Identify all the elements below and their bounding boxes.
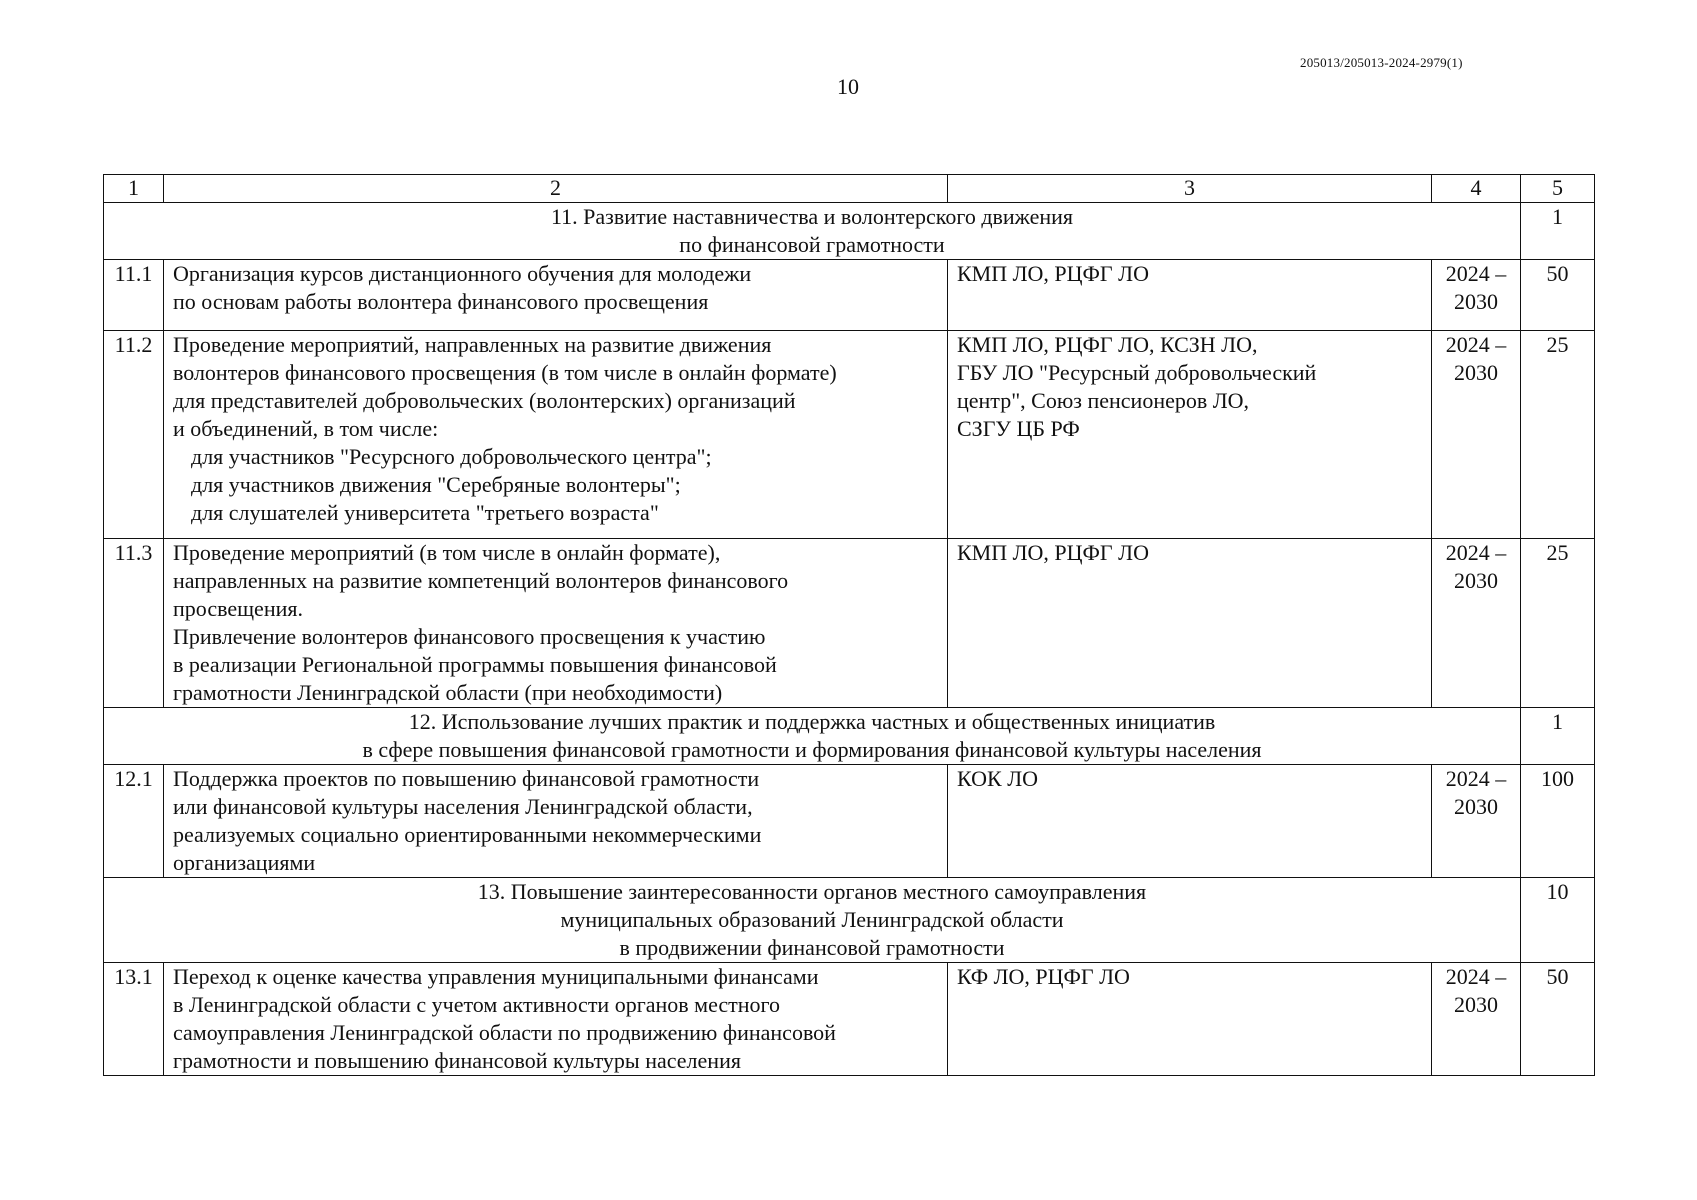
activity-line: для слушателей университета "третьего возраста" (191, 500, 659, 525)
executor-line: КОК ЛО (957, 766, 1038, 791)
years-line: 2030 (1454, 289, 1498, 314)
years-line: 2024 – (1445, 766, 1507, 791)
section-title (104, 203, 1521, 260)
executor-line: КМП ЛО, РЦФГ ЛО, КСЗН ЛО, (957, 332, 1258, 357)
section-weight: 1 (1521, 203, 1595, 260)
executor-line: центр", Союз пенсионеров ЛО, (957, 388, 1250, 413)
column-number-row (104, 175, 1595, 203)
years-line: 2030 (1454, 992, 1498, 1017)
column-number-5: 5 (1521, 175, 1595, 203)
column-number-3: 3 (948, 175, 1432, 203)
executor-line: КФ ЛО, РЦФГ ЛО (957, 964, 1130, 989)
activities-table (103, 174, 1595, 1076)
activity-line: грамотности и повышению финансовой культуры населения (173, 1048, 741, 1073)
section-title (104, 878, 1521, 963)
section-weight: 1 (1521, 708, 1595, 765)
activity-line: для участников движения "Серебряные волонтеры"; (191, 472, 681, 497)
weight-cell: 100 (1521, 765, 1595, 878)
section-title-line: в продвижении финансовой грамотности (619, 935, 1005, 960)
column-number-2: 2 (164, 175, 948, 203)
section-title-line: 13. Повышение заинтересованности органов местного самоуправления (477, 879, 1147, 904)
years-line: 2030 (1454, 360, 1498, 385)
activity-line: и объединений, в том числе: (173, 416, 439, 441)
section-header-row (104, 708, 1595, 765)
executor-line: КМП ЛО, РЦФГ ЛО (957, 540, 1149, 565)
activity-line: Переход к оценке качества управления муниципальными финансами (173, 964, 819, 989)
executor-line: ГБУ ЛО "Ресурсный добровольческий (957, 360, 1317, 385)
executors-cell (948, 260, 1432, 331)
section-weight: 10 (1521, 878, 1595, 963)
activity-line: грамотности Ленинградской области (при необходимости) (173, 680, 723, 705)
activity-line: Проведение мероприятий (в том числе в онлайн формате), (173, 540, 721, 565)
years-line: 2024 – (1445, 261, 1507, 286)
document-id: 205013/205013-2024-2979(1) (1300, 55, 1463, 70)
weight-cell: 50 (1521, 963, 1595, 1076)
activity-cell (164, 963, 948, 1076)
activity-line: организациями (173, 850, 316, 875)
activity-line: Привлечение волонтеров финансового просвещения к участию (173, 624, 766, 649)
weight-cell: 25 (1521, 331, 1595, 539)
activity-cell (164, 260, 948, 331)
years-line: 2030 (1454, 794, 1498, 819)
executors-cell (948, 539, 1432, 708)
activity-line: для представителей добровольческих (волонтерских) организаций (173, 388, 796, 413)
activity-line: реализуемых социально ориентированными некоммерческими (173, 822, 762, 847)
section-title-line: муниципальных образований Ленинградской области (560, 907, 1064, 932)
executors-cell (948, 963, 1432, 1076)
activity-cell (164, 331, 948, 539)
years-cell (1432, 963, 1521, 1076)
years-line: 2024 – (1445, 964, 1507, 989)
years-cell (1432, 765, 1521, 878)
years-line: 2030 (1454, 568, 1498, 593)
activity-line: для участников "Ресурсного добровольческого центра"; (191, 444, 712, 469)
weight-cell: 25 (1521, 539, 1595, 708)
column-number-1: 1 (104, 175, 164, 203)
activity-line: Поддержка проектов по повышению финансовой грамотности (173, 766, 760, 791)
years-cell (1432, 539, 1521, 708)
row-number: 11.3 (104, 539, 164, 708)
table-row (104, 260, 1595, 331)
section-header-row (104, 203, 1595, 260)
years-cell (1432, 331, 1521, 539)
weight-cell: 50 (1521, 260, 1595, 331)
row-number: 12.1 (104, 765, 164, 878)
section-title (104, 708, 1521, 765)
activity-line: в реализации Региональной программы повышения финансовой (173, 652, 777, 677)
years-cell (1432, 260, 1521, 331)
activity-line: просвещения. (173, 596, 303, 621)
activity-line: Проведение мероприятий, направленных на развитие движения (173, 332, 772, 357)
page-number: 10 (837, 74, 859, 99)
executors-cell (948, 331, 1432, 539)
section-title-line: 12. Использование лучших практик и поддержка частных и общественных инициатив (408, 709, 1216, 734)
activity-line: или финансовой культуры населения Ленинградской области, (173, 794, 753, 819)
table-row (104, 539, 1595, 708)
row-number: 13.1 (104, 963, 164, 1076)
section-header-row (104, 878, 1595, 963)
activity-line: в Ленинградской области с учетом активности органов местного (173, 992, 781, 1017)
activity-line: по основам работы волонтера финансового просвещения (173, 289, 709, 314)
table-row (104, 331, 1595, 539)
executor-line: КМП ЛО, РЦФГ ЛО (957, 261, 1149, 286)
row-number: 11.1 (104, 260, 164, 331)
activity-line: волонтеров финансового просвещения (в том числе в онлайн формате) (173, 360, 837, 385)
activity-cell (164, 765, 948, 878)
section-title-line: 11. Развитие наставничества и волонтерского движения (550, 204, 1074, 229)
section-title-line: по финансовой грамотности (679, 232, 945, 257)
executor-line: СЗГУ ЦБ РФ (957, 416, 1080, 441)
row-number: 11.2 (104, 331, 164, 539)
years-line: 2024 – (1445, 540, 1507, 565)
activity-line: самоуправления Ленинградской области по продвижению финансовой (173, 1020, 836, 1045)
years-line: 2024 – (1445, 332, 1507, 357)
activity-line: Организация курсов дистанционного обучения для молодежи (173, 261, 752, 286)
executors-cell (948, 765, 1432, 878)
column-number-4: 4 (1432, 175, 1521, 203)
section-title-line: в сфере повышения финансовой грамотности и формирования финансовой культуры населения (362, 737, 1262, 762)
table-row (104, 963, 1595, 1076)
activity-cell (164, 539, 948, 708)
table-row (104, 765, 1595, 878)
activity-line: направленных на развитие компетенций волонтеров финансового (173, 568, 789, 593)
